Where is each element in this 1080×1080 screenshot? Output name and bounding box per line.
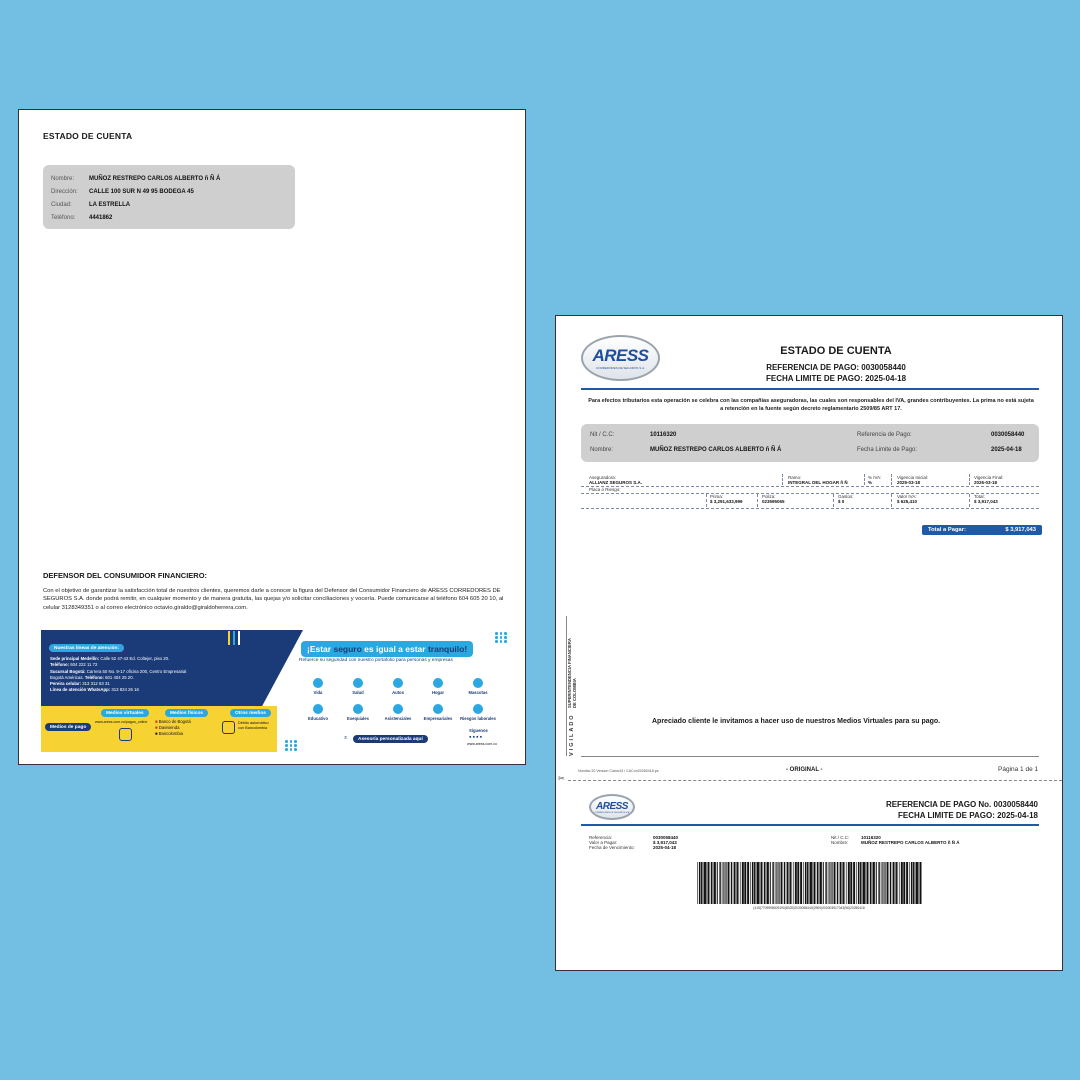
ramo-cell: Ramo: INTEGRAL DEL HOGAR ñ Ñ — [788, 475, 848, 485]
bank-icon: ■ — [155, 731, 158, 736]
product-pets-icon[interactable]: Mascotas — [458, 678, 498, 704]
nombre-label: Nombre: — [590, 447, 614, 453]
contact-lines — [50, 656, 186, 694]
field-label: Ciudad: — [51, 201, 72, 208]
virtual-url[interactable]: www.aress.com.co/pagos_online — [95, 720, 148, 724]
whatsapp-icon: ✆ — [344, 735, 348, 740]
field-value: LA ESTRELLA — [89, 201, 131, 208]
bank-item: ■ Banco de Bogotá — [155, 719, 191, 724]
fecha-value: 2025-04-18 — [991, 447, 1022, 453]
barcode-text: (415)7709998009190(8020)0030058440(3900)000003917043(96)20250418 — [753, 906, 865, 910]
field-value: 4441862 — [89, 214, 113, 221]
client-name-row — [51, 172, 287, 185]
coupon-left-fields: Referencia: 0030058440 Valor a Pagar: $ 3,917,043 Fecha de Vencimiento: 2025-04-18 — [589, 835, 679, 850]
cut-line — [568, 780, 1062, 781]
aress-logo-small: ARESS CORREDORES DE SEGUROS S.A. — [589, 794, 635, 820]
client-city-row — [51, 198, 287, 211]
decor-dots — [285, 740, 297, 751]
body-rule — [581, 756, 1039, 757]
promo-banner — [41, 630, 505, 753]
product-home-icon[interactable]: Hogar — [418, 678, 458, 704]
medios-fisicos-label: Medios físicos — [165, 709, 208, 717]
asesoria-button[interactable]: Asesoría personalizada aquí — [353, 735, 428, 743]
bank-item: ■ Davivienda — [155, 725, 180, 730]
valor-iva-cell: Valor IVA: $ 625,410 — [897, 494, 918, 504]
product-education-icon[interactable]: Educativo — [298, 704, 338, 730]
statement-envelope-page — [18, 109, 526, 765]
defensor-title: DEFENSOR DEL CONSUMIDOR FINANCIERO: — [43, 571, 208, 580]
iva-cell: % IVA: % — [868, 475, 882, 485]
client-phone-row — [51, 211, 287, 224]
product-funeral-icon[interactable]: Exequiales — [338, 704, 378, 730]
nit-label: Nit / C.C: — [590, 432, 615, 438]
client-info-box — [581, 424, 1039, 462]
social-icons[interactable]: ●●●● — [469, 734, 484, 739]
scissors-icon: ✂ — [558, 774, 565, 783]
otros-text: Débito automático con Bancolombia — [238, 721, 269, 730]
statement-invoice-page — [555, 315, 1063, 971]
tagline-subline: Refuerce su seguridad con nuestro portafolio para personas y empresas — [299, 658, 453, 663]
product-life-icon[interactable]: Vida — [298, 678, 338, 704]
client-address-row — [51, 185, 287, 198]
vigencia-inicial-cell: Vigencia Inicial: 2025-03-18 — [897, 475, 929, 485]
field-value: CALLE 100 SUR N 49 95 BODEGA 45 — [89, 188, 194, 195]
physical-banks — [155, 719, 191, 737]
pse-icon — [119, 728, 132, 741]
client-info-box — [43, 165, 295, 229]
gastos-cell: Gastos: $ 0 — [838, 494, 854, 504]
coupon-deadline: FECHA LIMITE DE PAGO: 2025-04-18 — [897, 811, 1038, 820]
vigilado-mark: VIGILADO — [569, 713, 575, 756]
poliza-cell: Poliza: 023595065 — [762, 494, 785, 504]
coupon-right-fields: Nit / C.C: 10116320 Nombre: MUÑOZ RESTREPO CARLOS ALBERTO ñ Ñ Á — [831, 835, 960, 845]
bank-item: ■ Bancolombia — [155, 731, 183, 736]
policy-table — [581, 474, 1039, 510]
bank-icon: ■ — [155, 719, 158, 724]
field-label: Teléfono: — [51, 214, 76, 221]
ref-label: Referencia de Pago: — [857, 432, 912, 438]
fecha-label: Fecha Limite de Pago: — [857, 447, 918, 453]
nombre-value: MUÑOZ RESTREPO CARLOS ALBERTO ñ Ñ Á — [650, 447, 782, 453]
product-auto-icon[interactable]: Autos — [378, 678, 418, 704]
page-title: ESTADO DE CUENTA — [780, 345, 892, 357]
footer-reference: Numfac 20 Version Cobro43 / CACon20260418.ps — [578, 769, 659, 773]
debit-icon — [222, 721, 235, 734]
contact-line: Teléfono: 604 222 11 72 — [50, 662, 98, 668]
ref-value: 0030058440 — [991, 432, 1025, 438]
site-url[interactable]: www.aress.com.co — [467, 742, 497, 746]
coupon-reference: REFERENCIA DE PAGO No. 0030058440 — [885, 800, 1038, 809]
medios-virtuales-label: Medios virtuales — [101, 709, 149, 717]
placa-label: Placa ó Riesgo: — [589, 487, 621, 492]
lines-title: Nuestras líneas de atención: — [49, 644, 124, 652]
payment-deadline: FECHA LIMITE DE PAGO: 2025-04-18 — [765, 374, 907, 383]
field-label: Dirección: — [51, 188, 78, 195]
page-number: Página 1 de 1 — [998, 766, 1039, 773]
banner-stripes — [228, 631, 243, 650]
product-icons — [298, 678, 498, 730]
defensor-text: Con el objetivo de garantizar la satisfacción total de nuestros clientes, queremos darle a conocer la figura del Defensor del Consumidor Financiero de ARESS CORREDORES DE SEGUROS S.A. donde podrá remitir, en cualquier momento y de manera gratuita, las quejas y/o solicitar conciliaciones y vocería. Puede comunicarse al teléfono 604 605 20 10, al celular 3128349351 o al correo electrónico octavio.giraldo@giraldoherrera.com. — [43, 588, 504, 611]
product-business-icon[interactable]: Empresariales — [418, 704, 458, 730]
total-cell: Total: $ 3,917,043 — [974, 494, 998, 504]
decor-dots — [495, 632, 507, 643]
vigencia-final-cell: Vigencia Final: 2026-03-18 — [974, 475, 1004, 485]
prima-cell: Prima: $ 3,291,633,999 — [710, 494, 743, 504]
total-to-pay: Total a Pagar: $ 3,917,043 — [922, 525, 1042, 535]
contact-line: Bogotá Américas. Teléfono: 601 404 25 20. — [50, 674, 134, 680]
nit-value: 10116320 — [650, 432, 677, 438]
product-health-icon[interactable]: Salud — [338, 678, 378, 704]
header-rule — [581, 388, 1039, 390]
contact-line: Línea de atención WhatsApp: 313 824 26 16 — [50, 687, 139, 693]
aress-logo: ARESS CORREDORES DE SEGUROS S.A. — [581, 335, 660, 381]
superintendencia-mark: SUPERINTENDENCIA FINANCIERA DE COLOMBIA — [567, 638, 577, 708]
bank-icon: ■ — [155, 725, 158, 730]
payment-barcode — [696, 862, 922, 904]
contact-line: Sucursal Bogotá: Carrera 50 No. 9-17 oficina 200, Centro Empresarial — [50, 668, 187, 674]
medios-pago-label: Medios de pago — [45, 723, 91, 731]
contact-line: Pereira celular: 313 312 63 31 — [50, 681, 110, 687]
siguenos-label: Síguenos — [469, 728, 488, 733]
product-assistance-icon[interactable]: Asistenciales — [378, 704, 418, 730]
page-title: ESTADO DE CUENTA — [43, 131, 133, 141]
field-label: Nombre: — [51, 175, 75, 182]
original-label: - ORIGINAL - — [786, 767, 823, 773]
otros-medios-label: Otros medios — [230, 709, 271, 717]
aseguradora-cell: Aseguradora: ALLIANZ SEGUROS S.A. — [589, 475, 643, 485]
field-value: MUÑOZ RESTREPO CARLOS ALBERTO ñ Ñ Á — [89, 175, 221, 182]
contact-line: Sede principal Medellín: Calle 52 47-42 Ed. Coltejer, piso 20. — [50, 656, 170, 661]
virtual-media-invitation: Apreciado cliente le invitamos a hacer uso de nuestros Medios Virtuales para su pago. — [652, 718, 941, 725]
coupon-rule — [581, 824, 1039, 826]
payment-reference: REFERENCIA DE PAGO: 0030058440 — [766, 363, 906, 372]
tax-notice: Para efectos tributarios esta operación se celebra con las compañías aseguradoras, las cuales son responsables del IVA, grandes contribuyentes. La prima no está sujeta a retención en la fuente según decreto reglamentario 2509/85 ART 17. — [588, 398, 1034, 412]
tagline: ¡Estar seguro es igual a estar tranquilo! — [301, 641, 473, 657]
product-labor-risk-icon[interactable]: Riesgos laborales — [458, 704, 498, 730]
